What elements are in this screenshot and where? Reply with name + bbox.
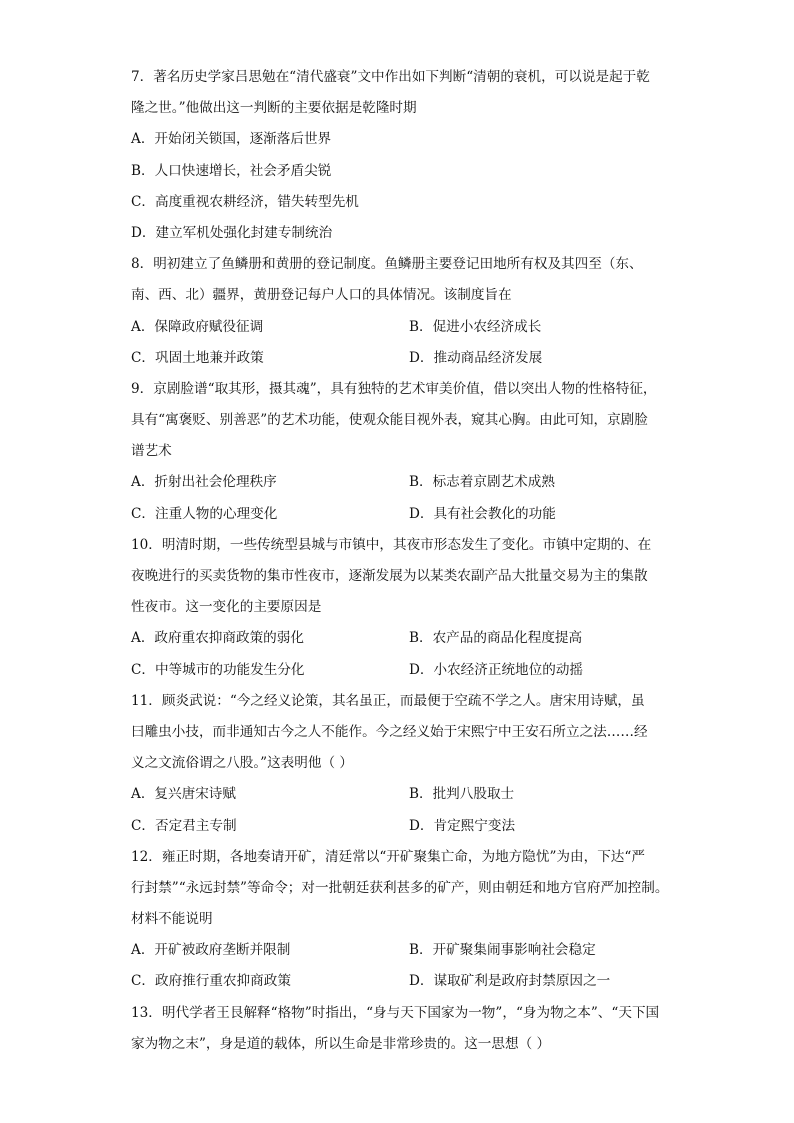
question-stem-line: 性夜市。这一变化的主要原因是 xyxy=(131,599,322,616)
answer-option-row xyxy=(131,935,665,966)
answer-option-row xyxy=(131,343,665,374)
question-stem-line: 材料不能说明 xyxy=(131,911,213,928)
answer-option: A．开矿被政府垄断并限制 xyxy=(131,942,291,959)
answer-option: B．批判八股取士 xyxy=(409,786,515,803)
answer-option: D．肯定熙宁变法 xyxy=(409,817,516,834)
answer-option: B．人口快速增长，社会矛盾尖锐 xyxy=(131,162,332,179)
question-stem-line: 曰雕虫小技，而非通知古今之人不能作。今之经义始于宋熙宁中王安石所立之法……经 xyxy=(131,723,648,740)
question-10 xyxy=(131,530,665,686)
question-stem-line: 13．明代学者王艮解释“格物”时指出，“身与天下国家为一物”，“身为物之本”、“天下国 xyxy=(131,1004,660,1021)
question-stem-line: 行封禁”“永远封禁”等命令；对一批朝廷获利甚多的矿产，则由朝廷和地方官府严加控制。 xyxy=(131,879,669,896)
question-stem-line: 家为物之末”，身是道的载体，所以生命是非常珍贵的。这一思想（ ） xyxy=(131,1035,551,1052)
question-7 xyxy=(131,62,665,249)
answer-option: D．建立军机处强化封建专制统治 xyxy=(131,224,333,241)
answer-option: D．谋取矿利是政府封禁原因之一 xyxy=(409,973,611,990)
question-stem-line: 11．顾炎武说：“今之经义论策，其名虽正，而最便于空疏不学之人。唐宋用诗赋，虽 xyxy=(131,692,645,709)
answer-option-row xyxy=(131,811,665,842)
answer-option: C．巩固土地兼并政策 xyxy=(131,349,264,366)
question-stem-line: 9．京剧脸谱“取其形，摄其魂”，具有独特的艺术审美价值，借以突出人物的性格特征， xyxy=(131,380,657,397)
question-stem-line: 7．著名历史学家吕思勉在“清代盛衰”文中作出如下判断“清朝的衰机，可以说是起于乾 xyxy=(131,69,650,85)
answer-option: D．推动商品经济发展 xyxy=(409,349,543,366)
answer-option: B．农产品的商品化程度提高 xyxy=(409,630,583,647)
answer-option: A．政府重农抑商政策的弱化 xyxy=(131,630,304,647)
answer-option: B．促进小农经济成长 xyxy=(409,318,542,335)
question-stem-line: 12．雍正时期，各地奏请开矿，清廷常以“开矿聚集亡命，为地方隐忧”为由，下达“严 xyxy=(131,848,645,865)
question-stem-line: 谱艺术 xyxy=(131,443,172,460)
answer-option: A．保障政府赋役征调 xyxy=(131,318,264,335)
answer-option: D．具有社会教化的功能 xyxy=(409,505,556,522)
answer-option: C．否定君主专制 xyxy=(131,817,237,834)
question-9 xyxy=(131,374,665,530)
answer-option: A．折射出社会伦理秩序 xyxy=(131,474,277,491)
answer-option-row xyxy=(131,779,665,810)
answer-option: C．高度重视农耕经济，错失转型先机 xyxy=(131,193,359,210)
answer-option: C．中等城市的功能发生分化 xyxy=(131,661,305,678)
answer-option-row xyxy=(131,499,665,530)
answer-option-row xyxy=(131,966,665,997)
answer-option-row xyxy=(131,312,665,343)
answer-option: D．小农经济正统地位的动摇 xyxy=(409,661,584,678)
answer-option-row xyxy=(131,467,665,498)
question-stem-line: 隆之世。”他做出这一判断的主要依据是乾隆时期 xyxy=(131,100,417,117)
answer-option: A．开始闭关锁国，逐渐落后世界 xyxy=(131,131,332,148)
question-stem-line: 夜晚进行的买卖货物的集市性夜市，逐渐发展为以某类农副产品大批量交易为主的集散 xyxy=(131,568,648,584)
answer-option-row xyxy=(131,655,665,686)
answer-option: C．注重人物的心理变化 xyxy=(131,505,278,522)
question-stem-line: 义之文流俗谓之八股。”这表明他（ ） xyxy=(131,755,353,772)
answer-option: A．复兴唐宋诗赋 xyxy=(131,786,236,803)
question-11 xyxy=(131,686,665,842)
question-8 xyxy=(131,249,665,374)
question-stem-line: 具有“寓褒贬、别善恶”的艺术功能，使观众能目视外表，窥其心胸。由此可知，京剧脸 xyxy=(131,412,648,429)
question-stem-line: 8．明初建立了鱼鳞册和黄册的登记制度。鱼鳞册主要登记田地所有权及其四至（东、 xyxy=(131,256,643,273)
answer-option: C．政府推行重农抑商政策 xyxy=(131,973,291,990)
answer-option-row xyxy=(131,623,665,654)
question-stem-line: 10．明清时期，一些传统型县城与市镇中，其夜市形态发生了变化。市镇中定期的、在 xyxy=(131,536,652,553)
question-12 xyxy=(131,842,669,998)
answer-option: B．标志着京剧艺术成熟 xyxy=(409,474,555,491)
exam-page xyxy=(131,62,669,1060)
answer-option: B．开矿聚集闹事影响社会稳定 xyxy=(409,942,596,959)
question-stem-line: 南、西、北）疆界，黄册登记每户人口的具体情况。该制度旨在 xyxy=(131,287,512,304)
question-13 xyxy=(131,998,665,1060)
